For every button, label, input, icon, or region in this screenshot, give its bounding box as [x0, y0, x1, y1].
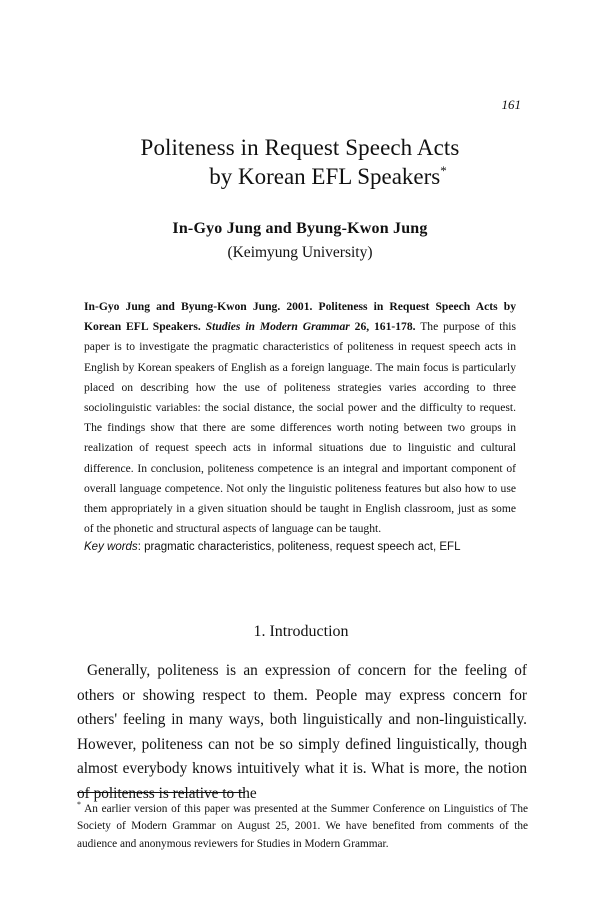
title-footnote-marker: *: [440, 163, 447, 178]
footnote-divider: [77, 792, 245, 793]
keywords-label: Key words: [84, 541, 138, 553]
affiliation: (Keimyung University): [227, 244, 373, 261]
page-number: 161: [501, 97, 521, 112]
footnote: [77, 796, 528, 853]
footnote-text: An earlier version of this paper was presented at the Summer Conference on Linguistics of The Society of Modern Grammar on August 25, 2001. We have benefited from comments of the audience and anonymous reviewers for Studies in Modern Grammar.: [77, 802, 528, 850]
title-line-2-wrap: [209, 164, 447, 189]
title-line-2-text: by Korean EFL Speakers: [209, 164, 441, 189]
section-heading: [0, 623, 600, 641]
abstract-citation: In-Gyo Jung and Byung-Kwon Jung. 2001. Politeness in Request Speech Acts by Korean EFL Speakers.: [84, 300, 516, 334]
abstract: [84, 297, 516, 539]
paper-title-line-1: [0, 135, 600, 161]
keywords: [84, 541, 460, 553]
section-heading-text: 1. Introduction: [253, 623, 349, 640]
authors: In-Gyo Jung and Byung-Kwon Jung: [172, 220, 428, 237]
abstract-text: The purpose of this paper is to investigate the pragmatic characteristics of politeness in request speech acts in English by Korean speakers of English as a foreign language. The main focus is particularly placed on describing how the use of politeness strategies varies according to three sociolinguistic variables: the social distance, the social power and the difficulty to request. The findings show that there are some differences worth noting between two groups in realization of request speech acts in informal situations due to linguistic and cultural difference. In conclusion, politeness competence is an integral and important component of overall language competence. Not only the linguistic politeness features but also how to use them appropriately in a given situation should be taught in English classroom, just as some of the phonetic and structural aspects of language can be taught.: [84, 320, 516, 536]
footnote-marker: *: [77, 800, 81, 809]
paper-title-line-2: [0, 163, 600, 190]
body-paragraph: Generally, politeness is an expression of concern for the feeling of others or showing respect to them. People may express concern for others' feeling in many ways, both linguistically and non-linguistically. However, politeness can not be so simply defined linguistically, though almost everybody knows intuitively what it is. What is more, the notion of politeness is relative to the: [77, 662, 527, 802]
keywords-text: : pragmatic characteristics, politeness, request speech act, EFL: [137, 541, 461, 553]
abstract-volume-pages: 26, 161-178.: [354, 320, 416, 334]
title-line-1-text: Politeness in Request Speech Acts: [140, 135, 460, 160]
abstract-journal: Studies in Modern Grammar: [205, 320, 350, 334]
